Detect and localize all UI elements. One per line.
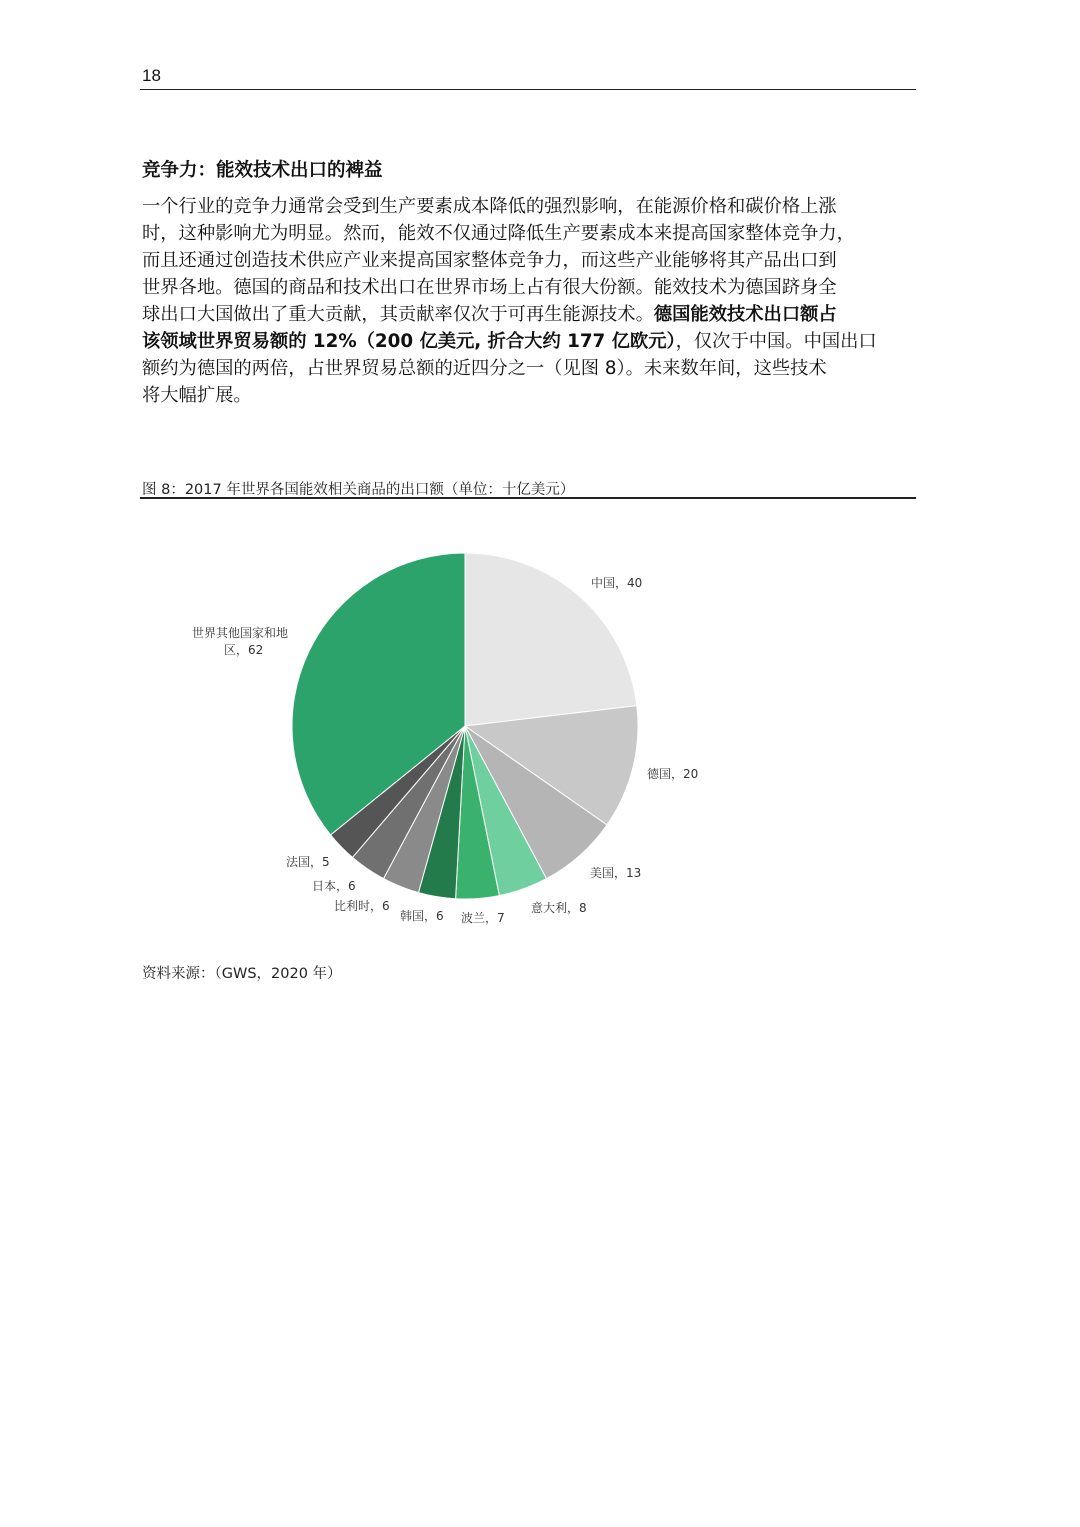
header-rule — [140, 89, 916, 90]
paragraph-line-5-normal: 球出口大国做出了重大贡献，其贡献率仅次于可再生能源技术。 — [142, 304, 654, 325]
paragraph-line-6-normal: ，仅次于中国。中国出口 — [675, 331, 877, 352]
paragraph-line-7: 额约为德国的两倍，占世界贸易总额的近四分之一（见图 8）。未来数年间，这些技术 — [142, 358, 827, 379]
label-korea: 韩国，6 — [400, 909, 444, 923]
body-paragraph — [142, 193, 918, 409]
paragraph-line-3: 而且还通过创造技术供应产业来提高国家整体竞争力，而这些产业能够将其产品出口到 — [142, 250, 837, 271]
label-japan: 日本，6 — [312, 879, 356, 893]
paragraph-line-6-bold: 该领域世界贸易额的 12%（200 亿美元, 折合大约 177 亿欧元） — [142, 331, 676, 352]
pie-slices — [292, 553, 638, 899]
section-heading: 竞争力：能效技术出口的裨益 — [142, 160, 383, 181]
paragraph-line-5-bold: 德国能效技术出口额占 — [653, 304, 837, 325]
paragraph-line-1: 一个行业的竞争力通常会受到生产要素成本降低的强烈影响，在能源价格和碳价格上涨 — [142, 196, 837, 217]
paragraph-line-8: 将大幅扩展。 — [142, 385, 252, 406]
label-poland: 波兰，7 — [461, 911, 505, 925]
figure-source: 资料来源：（GWS，2020 年） — [142, 966, 342, 982]
paragraph-line-2: 时，这种影响尤为明显。然而，能效不仅通过降低生产要素成本来提高国家整体竞争力， — [142, 223, 855, 244]
label-rest-of-world-line2: 区，62 — [224, 643, 264, 657]
pie-chart — [140, 520, 860, 950]
label-china: 中国，40 — [591, 576, 643, 590]
label-belgium: 比利时，6 — [334, 899, 390, 913]
label-usa: 美国，13 — [590, 866, 642, 880]
page-number: 18 — [142, 66, 161, 85]
label-italy: 意大利，8 — [531, 901, 587, 915]
label-rest-of-world-line1: 世界其他国家和地 — [192, 626, 289, 640]
figure-caption: 图 8：2017 年世界各国能效相关商品的出口额（单位：十亿美元） — [142, 482, 575, 498]
label-france: 法国，5 — [286, 855, 330, 869]
caption-rule — [140, 497, 916, 499]
label-germany: 德国，20 — [647, 767, 699, 781]
paragraph-line-4: 世界各地。德国的商品和技术出口在世界市场上占有很大份额。能效技术为德国跻身全 — [142, 277, 837, 298]
